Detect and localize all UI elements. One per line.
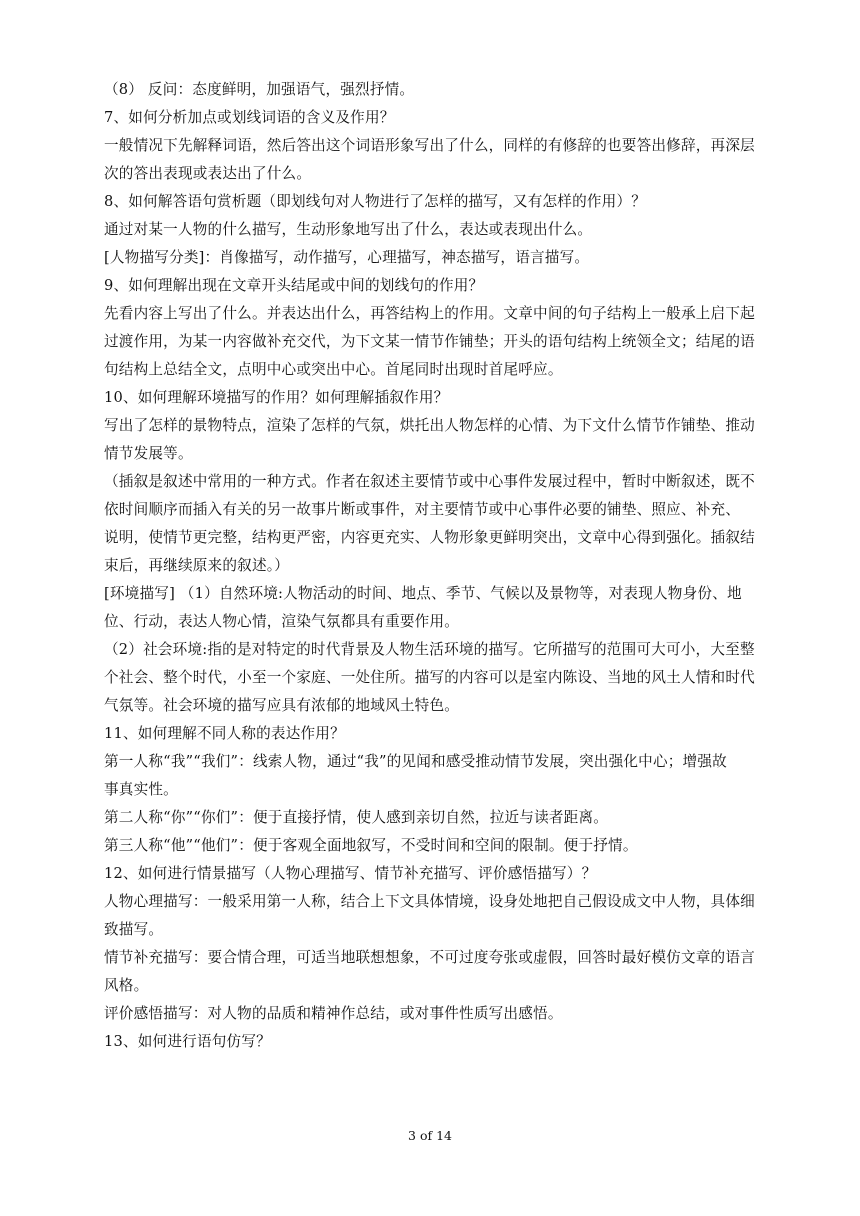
text-line: 评价感悟描写：对人物的品质和精神作总结，或对事件性质写出感悟。 <box>104 1005 563 1022</box>
text-line: 第二人称“你”“你们”：便于直接抒情，使人感到亲切自然，拉近与读者距离。 <box>104 809 609 826</box>
page-number: 3 of 14 <box>408 1128 452 1143</box>
text-line: 束后，再继续原来的叙述。） <box>104 557 290 574</box>
text-line: 第一人称“我”“我们”：线索人物，通过“我”的见闻和感受推动情节发展，突出强化中心；增强故 <box>104 753 727 770</box>
text-line: [人物描写分类]：肖像描写，动作描写，心理描写，神态描写，语言描写。 <box>104 249 590 266</box>
text-line: 风格。 <box>104 977 149 994</box>
text-line: 第三人称“他”“他们”：便于客观全面地叙写，不受时间和空间的限制。便于抒情。 <box>104 837 638 854</box>
text-line: 情节补充描写：要合情合理，可适当地联想想象，不可过度夸张或虚假，回答时最好模仿文章的语言 <box>104 949 755 966</box>
text-line: 依时间顺序而插入有关的另一故事片断或事件，对主要情节或中心事件必要的铺垫、照应、补充、 <box>104 501 741 518</box>
text-line: 位、行动，表达人物心情，渲染气氛都具有重要作用。 <box>104 613 460 630</box>
text-line: 说明，使情节更完整，结构更严密，内容更充实、人物形象更鲜明突出，文章中心得到强化。插叙结 <box>104 529 755 546</box>
text-line: 8、如何解答语句赏析题（即划线句对人物进行了怎样的描写，又有怎样的作用）？ <box>104 193 647 210</box>
text-line: 个社会、整个时代，小至一个家庭、一处住所。描写的内容可以是室内陈设、当地的风土人情和时代 <box>104 669 755 686</box>
page-body <box>104 81 772 1061</box>
text-line: 人物心理描写：一般采用第一人称，结合上下文具体情境，设身处地把自己假设成文中人物，具体细 <box>104 893 755 910</box>
text-line: 9、如何理解出现在文章开头结尾或中间的划线句的作用？ <box>104 277 484 294</box>
text-line: 次的答出表现或表达出了什么。 <box>104 165 312 182</box>
text-line: 先看内容上写出了什么。并表达出什么，再答结构上的作用。文章中间的句子结构上一般承上启下起 <box>104 305 755 322</box>
text-line: （2）社会环境:指的是对特定的时代背景及人物生活环境的描写。它所描写的范围可大可小，大至整 <box>104 641 755 658</box>
text-line: （插叙是叙述中常用的一种方式。作者在叙述主要情节或中心事件发展过程中，暂时中断叙述，既不 <box>104 473 755 490</box>
text-line: [环境描写] （1）自然环境:人物活动的时间、地点、季节、气候以及景物等，对表现人物身份、地 <box>104 585 742 602</box>
text-line: 致描写。 <box>104 921 164 938</box>
text-line: 10、如何理解环境描写的作用？如何理解插叙作用？ <box>104 389 449 406</box>
text-line: 气氛等。社会环境的描写应具有浓郁的地域风土特色。 <box>104 697 460 714</box>
text-line: 7、如何分析加点或划线词语的含义及作用？ <box>104 109 395 126</box>
text-line: 过渡作用，为某一内容做补充交代，为下文某一情节作铺垫；开头的语句结构上统领全文；结尾的语 <box>104 333 755 350</box>
text-line: 情节发展等。 <box>104 445 193 462</box>
text-line: 13、如何进行语句仿写？ <box>104 1033 271 1050</box>
text-line: 句结构上总结全文，点明中心或突出中心。首尾同时出现时首尾呼应。 <box>104 361 563 378</box>
text-line: 通过对某一人物的什么描写，生动形象地写出了什么，表达或表现出什么。 <box>104 221 593 238</box>
text-line: 11、如何理解不同人称的表达作用？ <box>104 725 345 742</box>
text-line: 写出了怎样的景物特点，渲染了怎样的气氛，烘托出人物怎样的心情、为下文什么情节作铺垫、推动 <box>104 417 755 434</box>
text-line: 一般情况下先解释词语，然后答出这个词语形象写出了什么，同样的有修辞的也要答出修辞，再深层 <box>104 137 755 154</box>
text-line: 事真实性。 <box>104 781 178 798</box>
text-line: 12、如何进行情景描写（人物心理描写、情节补充描写、评价感悟描写）？ <box>104 865 597 882</box>
text-line: （8） 反问：态度鲜明，加强语气，强烈抒情。 <box>104 81 415 98</box>
